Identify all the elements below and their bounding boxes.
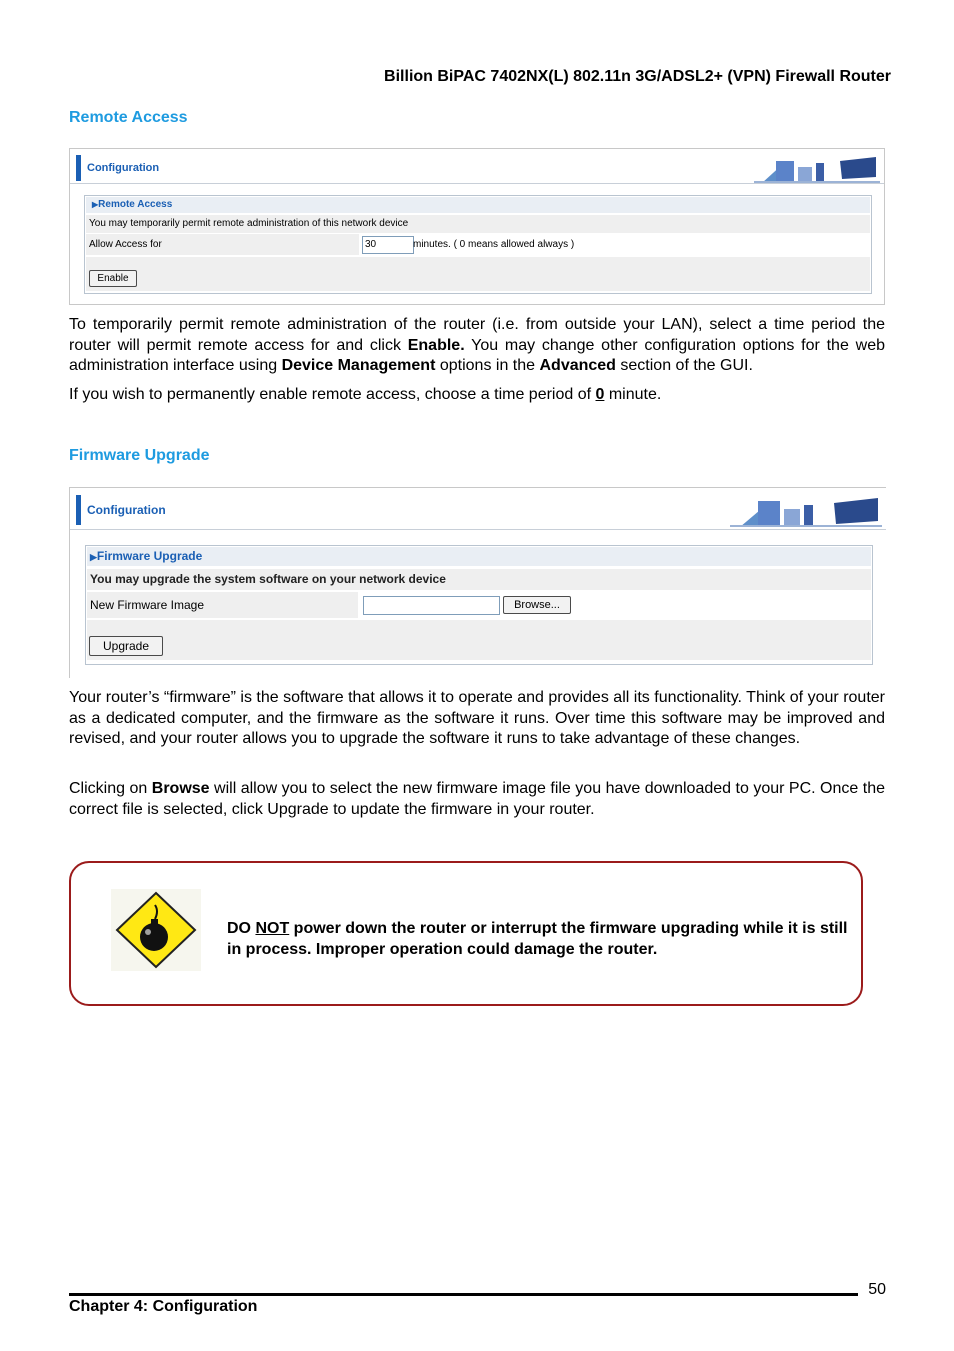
- document-header-title: Billion BiPAC 7402NX(L) 802.11n 3G/ADSL2+ (VPN) Firewall Router: [384, 68, 891, 85]
- firmware-paragraph-2: Clicking on Browse will allow you to select the new firmware image file you have downloaded to your PC. Once the correct file is selected, click Upgrade to update the firmware in your router.: [69, 780, 886, 818]
- remote-access-section-title: Remote Access: [69, 109, 188, 126]
- remote-access-screenshot: [69, 148, 885, 305]
- warning-text: DO NOT power down the router or interrupt the firmware upgrading while it is still in process. Improper operation could damage the router.: [227, 920, 848, 958]
- remote-access-paragraph-1: To temporarily permit remote administration of the router (i.e. from outside your LAN), select a time period the router will permit remote access for and click Enable. You may change other configuration options for the web administration interface using Device Management options in the Advanced section of the GUI.: [69, 316, 885, 374]
- footer-chapter: Chapter 4: Configuration: [69, 1298, 258, 1315]
- firmware-upgrade-screenshot: [69, 487, 886, 678]
- allow-access-row: [86, 234, 870, 255]
- firmware-paragraph-1: Your router’s “firmware” is the software that allows it to operate and provides all its functionality. Think of your router as a dedicated computer, and the firmware as the software it runs. Over time this software may be improved and revised, and your router allows you to upgrade the software it runs to take advantage of these changes.: [69, 689, 885, 747]
- minutes-hint: minutes. ( 0 means allowed always ): [413, 239, 575, 250]
- remote-access-paragraph-2: If you wish to permanently enable remote access, choose a time period of 0 minute.: [69, 386, 662, 403]
- firmware-file-input[interactable]: [363, 596, 500, 615]
- allow-access-minutes-input[interactable]: 30: [362, 236, 414, 254]
- footer-divider: [69, 1293, 858, 1296]
- divider: [70, 183, 884, 184]
- description-row: You may upgrade the system software on your network device: [87, 569, 871, 590]
- divider: [70, 529, 886, 530]
- triangle-right-icon: ▶: [90, 552, 97, 562]
- triangle-right-icon: ▶: [92, 200, 99, 209]
- page-number: 50: [868, 1281, 886, 1298]
- allow-access-label: Allow Access for: [86, 234, 359, 255]
- remote-access-panel: [84, 195, 872, 294]
- bomb-warning-icon: [111, 889, 201, 971]
- enable-button[interactable]: Enable: [89, 270, 137, 287]
- header-photo-icon: [754, 153, 880, 183]
- upgrade-button[interactable]: Upgrade: [89, 636, 163, 656]
- configuration-label: Configuration: [76, 155, 159, 181]
- new-firmware-label: New Firmware Image: [87, 592, 358, 618]
- browse-button[interactable]: Browse...: [503, 596, 571, 614]
- firmware-upgrade-panel: [85, 545, 873, 665]
- description-row: You may temporarily permit remote administration of this network device: [86, 215, 870, 233]
- button-row: [86, 257, 870, 291]
- warning-box: [69, 861, 863, 1006]
- new-firmware-row: [87, 592, 871, 618]
- configuration-label: Configuration: [76, 495, 166, 525]
- panel-title-firmware-upgrade: ▶Firmware Upgrade: [87, 547, 871, 566]
- panel-title-remote-access: ▶Remote Access: [86, 197, 870, 213]
- header-photo-icon: [730, 493, 882, 527]
- firmware-upgrade-section-title: Firmware Upgrade: [69, 447, 210, 464]
- button-row: [87, 620, 871, 660]
